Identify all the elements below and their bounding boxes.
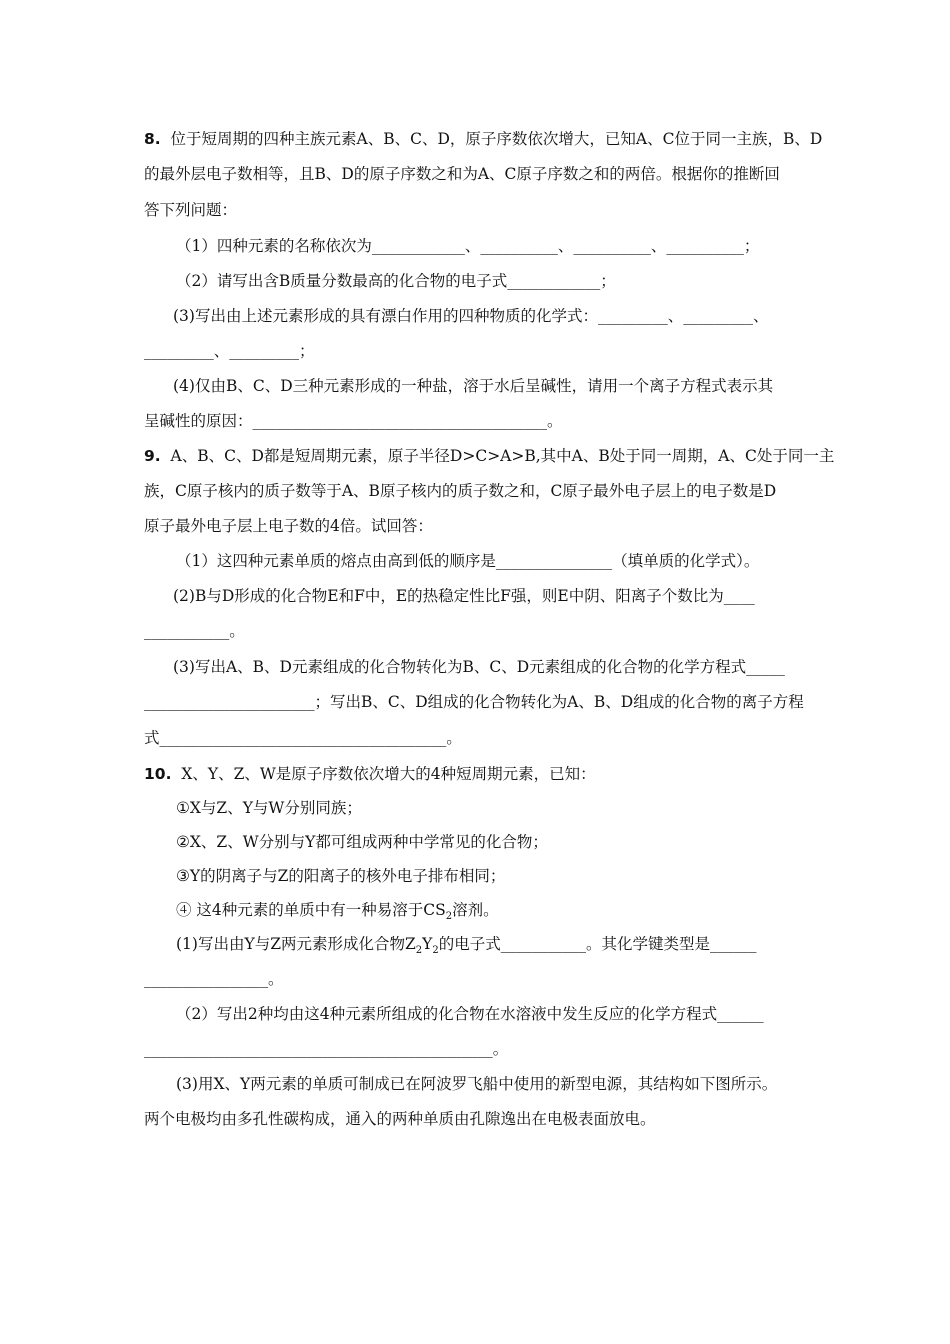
q9-part-1: （1）这四种元素单质的熔点由高到低的顺序是_______________（填单质的化学式）。	[176, 552, 760, 570]
q9-part-2a: (2)B与D形成的化合物E和F中，E的热稳定性比F强，则E中阴、阳离子个数比为____	[173, 587, 755, 605]
q9-part-3b: ______________________；写出B、C、D组成的化合物转化为A、B、D组成的化合物的离子方程	[144, 693, 804, 711]
q10-text-1: X、Y、Z、W是原子序数依次增大的4种短周期元素，已知：	[181, 765, 596, 783]
q10-line-1	[144, 764, 814, 784]
q9-part-2b: ___________。	[144, 622, 245, 640]
q8-part-4a: (4)仅由B、C、D三种元素形成的一种盐，溶于水后呈碱性，请用一个离子方程式表示其	[173, 377, 774, 395]
q10-part-3b: 两个电极均由多孔性碳构成，通入的两种单质由孔隙逸出在电极表面放电。	[144, 1110, 656, 1128]
q9-text-2: 族，C原子核内的质子数等于A、B原子核内的质子数之和，C原子最外电子层上的电子数是D	[144, 482, 777, 500]
q9-part-3a: (3)写出A、B、D元素组成的化合物转化为B、C、D元素组成的化合物的化学方程式_____	[173, 658, 785, 676]
q10-part-1-sub-1: 2	[415, 945, 423, 957]
q9-text-3: 原子最外电子层上电子数的4倍。试回答：	[144, 517, 433, 535]
q9-number: 9.	[144, 447, 161, 465]
q8-part-3b: _________、_________；	[144, 342, 315, 360]
q9-line-1	[144, 446, 835, 466]
q10-condition-4-tail: 溶剂。	[452, 901, 499, 919]
q10-part-2a: （2）写出2种均由这4种元素所组成的化合物在水溶液中发生反应的化学方程式______	[176, 1005, 764, 1023]
q8-number: 8.	[144, 130, 161, 148]
q9-part-3c: 式_____________________________________。	[144, 729, 462, 747]
q10-condition-2: ②X、Z、W分别与Y都可组成两种中学常见的化合物；	[176, 833, 548, 851]
q10-part-1-sub-2: 2	[432, 945, 439, 957]
q8-part-1: （1）四种元素的名称依次为____________、__________、__________、__________；	[176, 237, 760, 255]
q8-text-1: 位于短周期的四种主族元素A、B、C、D，原子序数依次增大，已知A、C位于同一主族，B、D	[170, 130, 823, 148]
q10-part-2b: _____________________________________________。	[144, 1040, 509, 1058]
q10-part-1c: ________________。	[144, 970, 284, 988]
q8-text-2: 的最外层电子数相等，且B、D的原子序数之和为A、C原子序数之和的两倍。根据你的推断回	[144, 165, 780, 183]
q10-part-1-text: (1)写出由Y与Z两元素形成化合物Z	[176, 935, 416, 953]
q10-condition-1: ①X与Z、Y与W分别同族；	[176, 799, 362, 817]
q8-part-3a: (3)写出由上述元素形成的具有漂白作用的四种物质的化学式：_________、_________、	[173, 307, 769, 325]
q10-condition-3: ③Y的阴离子与Z的阳离子的核外电子排布相同；	[176, 867, 506, 885]
q10-condition-4-text: ④ 这4种元素的单质中有一种易溶于CS	[176, 901, 446, 919]
q8-part-4b: 呈碱性的原因：______________________________________。	[144, 412, 563, 430]
q10-number: 10.	[144, 765, 172, 783]
q10-part-1-mid: Y	[422, 935, 433, 953]
q8-text-3: 答下列问题：	[144, 201, 238, 219]
q10-part-1-tail: 的电子式___________。其化学键类型是______	[438, 935, 757, 953]
q8-part-2: （2）请写出含B质量分数最高的化合物的电子式____________；	[176, 272, 616, 290]
q8-line-1	[144, 129, 823, 149]
q10-part-1a	[176, 934, 846, 957]
q10-condition-4-sub: 2	[445, 911, 453, 923]
q10-condition-4	[176, 900, 846, 923]
q10-part-3a: (3)用X、Y两元素的单质可制成已在阿波罗飞船中使用的新型电源，其结构如下图所示。	[176, 1075, 778, 1093]
q9-text-1: A、B、C、D都是短周期元素，原子半径D>C>A>B,其中A、B处于同一周期，A、C处于同一主	[170, 447, 835, 465]
